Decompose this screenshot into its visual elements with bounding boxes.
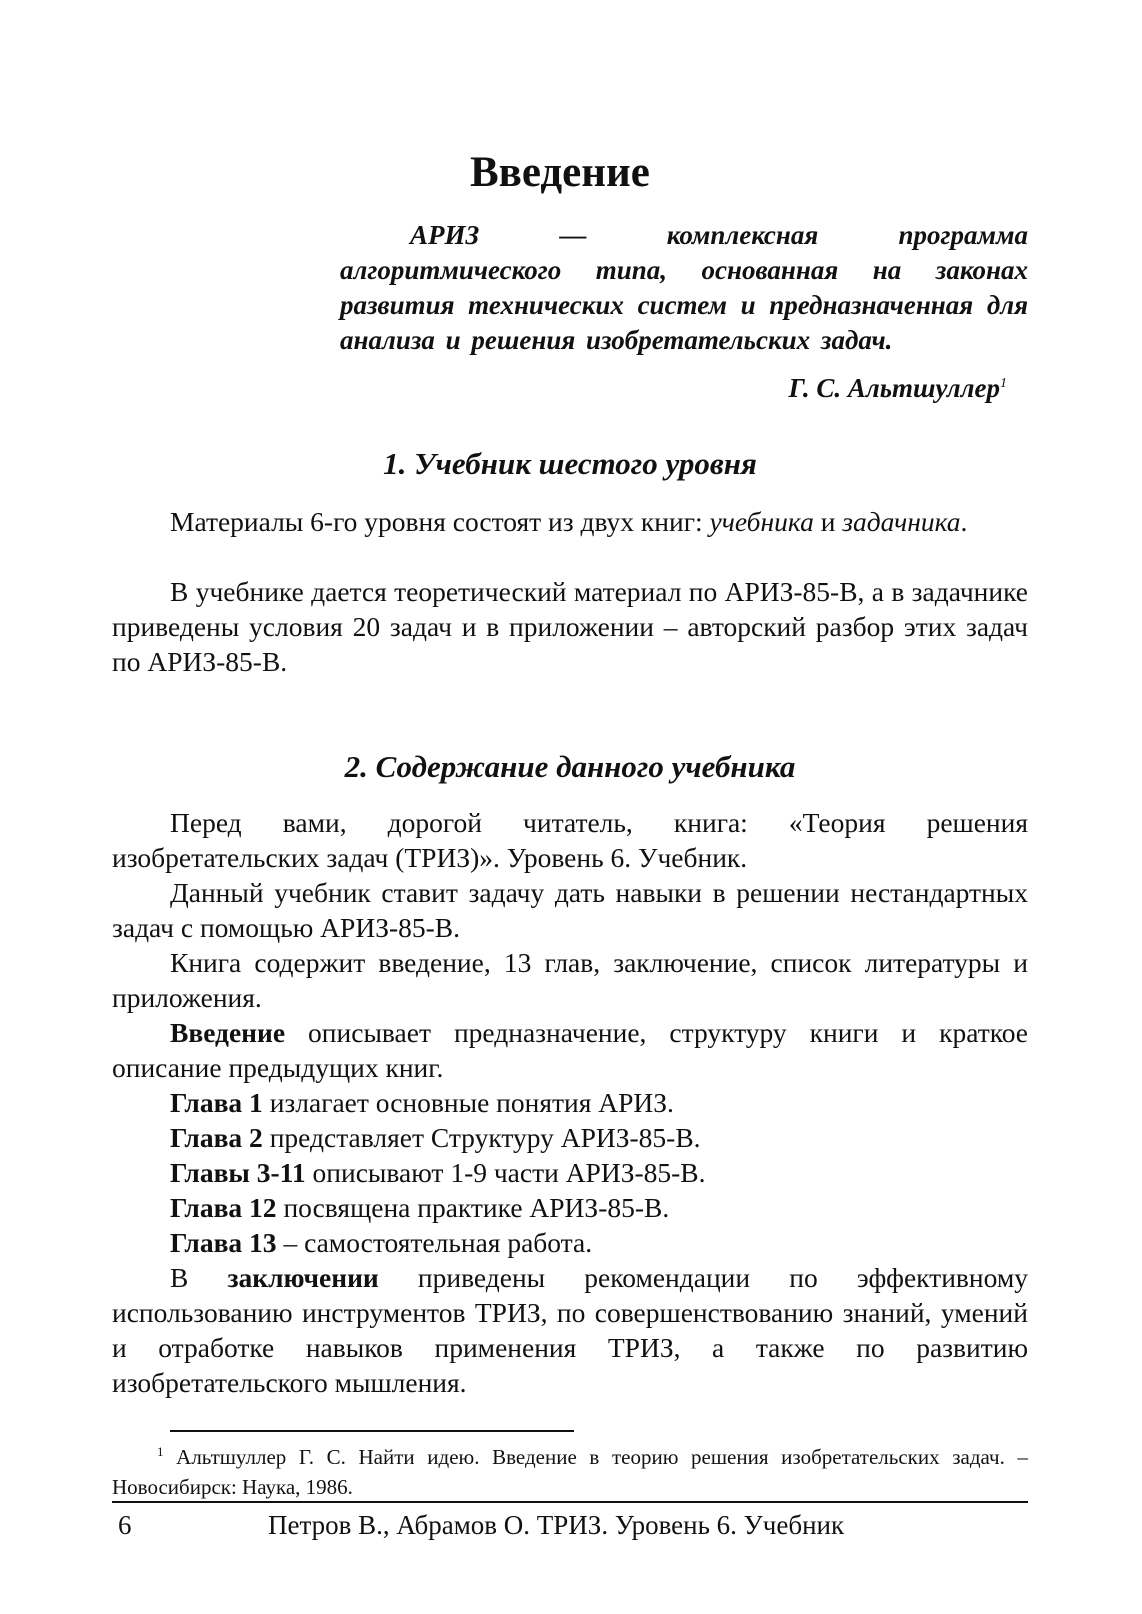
text: излагает основные понятия АРИЗ. [262, 1087, 674, 1118]
chapter-label: Глава 1 [170, 1087, 263, 1118]
text: описывает предназначение, структуру книги и краткое описание предыдущих книг. [112, 1017, 1028, 1083]
section-1-paragraph-2: В учебнике дается теоретический материал по АРИЗ-85-В, а в задачнике приведены условия 20 задач и в приложении – авторский разбор этих задач по АРИЗ-85-В. [112, 576, 1028, 677]
chapter-13-line [112, 1225, 1028, 1260]
chapter-label: Глава 2 [170, 1122, 263, 1153]
section-2-paragraph-2: Данный учебник ставит задачу дать навыки в решении нестандартных задач с помощью АРИЗ-85-В. [112, 877, 1028, 943]
chapter-label: Главы 3-11 [170, 1157, 306, 1188]
chapters-3-11-line [112, 1155, 1028, 1190]
epigraph: АРИЗ — комплексная программа алгоритмического типа, основанная на законах развития технических систем и предназначенная для анализа и решения изобретательских задач. [340, 220, 1028, 355]
footer-divider [112, 1501, 1028, 1503]
section-2-heading: 2. Содержание данного учебника [344, 749, 796, 784]
page-title: Введение [470, 149, 650, 196]
text: – самостоятельная работа. [276, 1227, 593, 1258]
emphasis: задачника [842, 506, 961, 537]
chapter-12-line [112, 1190, 1028, 1225]
section-2-paragraph-3: Книга содержит введение, 13 глав, заключение, список литературы и приложения. [112, 947, 1028, 1013]
text: посвящена практике АРИЗ-85-В. [276, 1192, 670, 1223]
text: В [170, 1262, 228, 1293]
section-1-heading: 1. Учебник шестого уровня [383, 446, 757, 481]
chapter-label: Глава 12 [170, 1192, 277, 1223]
text: представляет Структуру АРИЗ-85-В. [262, 1122, 701, 1153]
bold-term: Введение [170, 1017, 286, 1048]
section-2-paragraph-conclusion [112, 1260, 1028, 1400]
section-1-paragraph-1 [112, 504, 1028, 539]
footnote-ref[interactable]: 1 [1000, 376, 1007, 391]
text: Материалы 6-го уровня состоят из двух книг: [170, 506, 710, 537]
text: описывают 1-9 части АРИЗ-85-В. [305, 1157, 706, 1188]
epigraph-author-name: Г. С. Альтшуллер [788, 373, 1000, 403]
emphasis: учебника [709, 506, 814, 537]
bold-term: заключении [227, 1262, 379, 1293]
page-number: 6 [118, 1510, 132, 1540]
text: и [813, 506, 843, 537]
text: . [960, 506, 968, 537]
chapter-1-line [112, 1085, 1028, 1120]
text: приведены рекомендации по эффективному использованию инструментов ТРИЗ, по совершенствованию знаний, умений и отработке навыков применения ТРИЗ, а также по развитию изобретательского мышления. [112, 1262, 1028, 1398]
epigraph-author [600, 373, 1007, 404]
chapter-2-line [112, 1120, 1028, 1155]
footnote-text: Альтшуллер Г. С. Найти идею. Введение в теорию решения изобретательских задач. – Новосибирск: Наука, 1986. [112, 1445, 1028, 1499]
footnote-mark: 1 [157, 1444, 164, 1459]
section-2-paragraph-1: Перед вами, дорогой читатель, книга: «Теория решения изобретательских задач (ТРИЗ)». Уровень 6. Учебник. [112, 807, 1028, 873]
chapter-label: Глава 13 [170, 1227, 277, 1258]
running-title: Петров В., Абрамов О. ТРИЗ. Уровень 6. Учебник [268, 1510, 845, 1540]
section-2-paragraph-intro [112, 1015, 1028, 1085]
footnote-divider [170, 1430, 574, 1432]
footnote [112, 1437, 1028, 1502]
